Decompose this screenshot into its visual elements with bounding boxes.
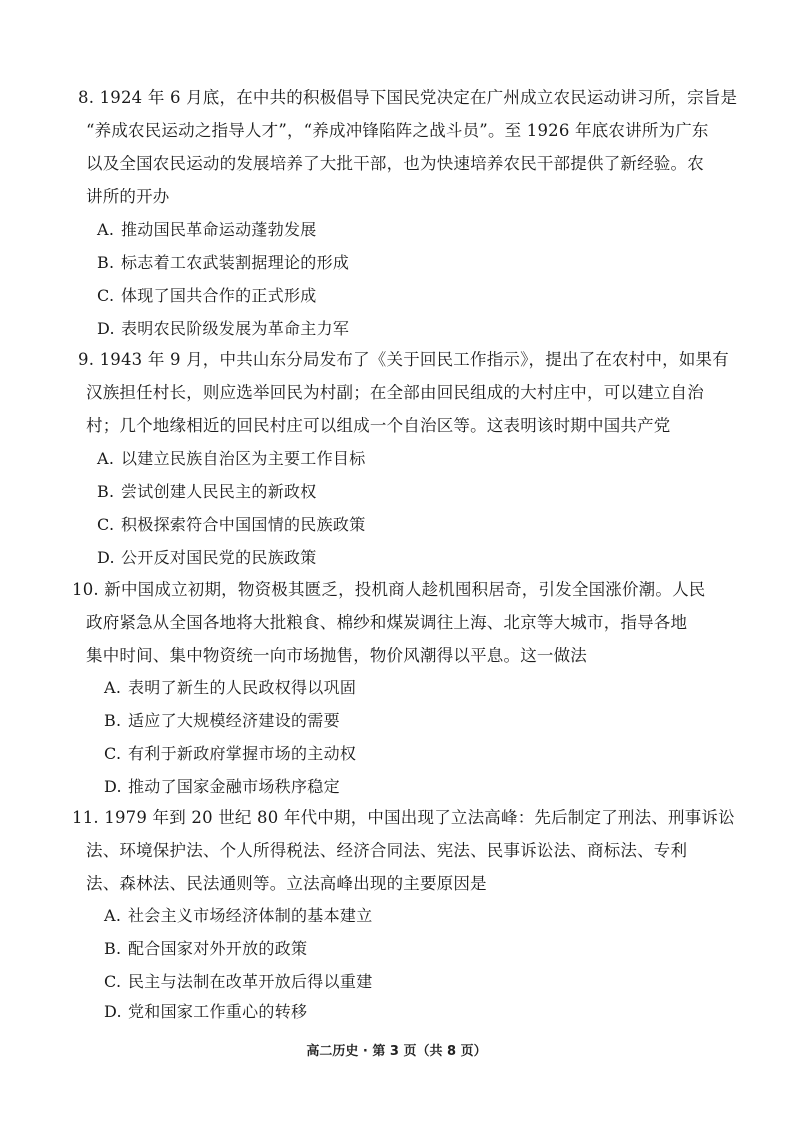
question-9-option-a (97, 448, 366, 470)
option-text: 标志着工农武装割据理论的形成 (121, 253, 350, 272)
option-text: 积极探索符合中国国情的民族政策 (121, 515, 366, 534)
option-text: 配合国家对外开放的政策 (128, 939, 308, 958)
option-letter: D. (104, 777, 122, 796)
question-11-option-a (104, 905, 373, 927)
option-letter: B. (104, 711, 122, 730)
option-text: 社会主义市场经济体制的基本建立 (128, 906, 373, 925)
question-10-line-3: 集中时间、集中物资统一向市场抛售，物价风潮得以平息。这一做法 (86, 646, 587, 665)
option-letter: C. (104, 972, 122, 991)
option-letter: A. (104, 906, 122, 925)
option-letter: D. (97, 548, 115, 567)
option-text: 推动了国家金融市场秩序稳定 (128, 777, 340, 796)
question-9-option-b (97, 481, 317, 503)
option-letter: B. (104, 939, 122, 958)
question-9-line-1: 9. 1943 年 9 月，中共山东分局发布了《关于回民工作指示》，提出了在农村中，如果有 (78, 350, 729, 369)
question-8-option-c (97, 285, 317, 307)
question-8-line-4: 讲所的开办 (86, 187, 170, 206)
option-letter: B. (97, 482, 115, 501)
option-letter: C. (97, 286, 115, 305)
option-letter: A. (97, 449, 115, 468)
question-10-line-1: 10. 新中国成立初期，物资极其匮乏，投机商人趁机囤积居奇，引发全国涨价潮。人民 (72, 580, 706, 599)
option-letter: A. (97, 220, 115, 239)
option-text: 民主与法制在改革开放后得以重建 (128, 972, 373, 991)
option-text: 党和国家工作重心的转移 (128, 1002, 308, 1021)
option-text: 体现了国共合作的正式形成 (121, 286, 317, 305)
option-letter: D. (97, 319, 115, 338)
question-8-line-2: “养成农民运动之指导人才”，“养成冲锋陷阵之战斗员”。至 1926 年底农讲所为广东 (86, 121, 709, 140)
option-text: 公开反对国民党的民族政策 (121, 548, 317, 567)
question-10-option-b (104, 710, 340, 732)
question-9-line-2: 汉族担任村长，则应选举回民为村副；在全部由回民组成的大村庄中，可以建立自治 (86, 383, 704, 402)
question-11-option-b (104, 938, 307, 960)
question-8-option-d (97, 318, 349, 340)
option-text: 适应了大规模经济建设的需要 (128, 711, 340, 730)
question-10-option-c (104, 743, 356, 765)
question-11-line-1: 11. 1979 年到 20 世纪 80 年代中期，中国出现了立法高峰：先后制定了刑法、刑事诉讼 (72, 808, 735, 827)
option-letter: A. (104, 678, 122, 697)
question-11-option-d (104, 1001, 307, 1023)
option-letter: C. (97, 515, 115, 534)
page-footer: 高二历史 · 第 3 页（共 8 页） (306, 1044, 487, 1059)
option-text: 表明农民阶级发展为革命主力军 (121, 319, 350, 338)
question-8-option-a (97, 219, 317, 241)
option-text: 表明了新生的人民政权得以巩固 (128, 678, 357, 697)
option-text: 推动国民革命运动蓬勃发展 (121, 220, 317, 239)
question-11-line-2: 法、环境保护法、个人所得税法、经济合同法、宪法、民事诉讼法、商标法、专利 (86, 841, 688, 860)
question-8-line-3: 以及全国农民运动的发展培养了大批干部，也为快速培养农民干部提供了新经验。农 (86, 154, 704, 173)
option-text: 以建立民族自治区为主要工作目标 (121, 449, 366, 468)
question-9-option-d (97, 547, 317, 569)
question-9-option-c (97, 514, 366, 536)
question-10-line-2: 政府紧急从全国各地将大批粮食、棉纱和煤炭调往上海、北京等大城市，指导各地 (86, 613, 688, 632)
question-8-line-1: 8. 1924 年 6 月底，在中共的积极倡导下国民党决定在广州成立农民运动讲习所，宗旨是 (78, 88, 738, 107)
question-10-option-a (104, 677, 356, 699)
question-8-option-b (97, 252, 349, 274)
option-letter: D. (104, 1002, 122, 1021)
option-text: 有利于新政府掌握市场的主动权 (128, 744, 357, 763)
option-letter: B. (97, 253, 115, 272)
option-text: 尝试创建人民民主的新政权 (121, 482, 317, 501)
option-letter: C. (104, 744, 122, 763)
question-10-option-d (104, 776, 340, 798)
question-11-option-c (104, 971, 373, 993)
question-11-line-3: 法、森林法、民法通则等。立法高峰出现的主要原因是 (86, 874, 487, 893)
question-9-line-3: 村；几个地缘相近的回民村庄可以组成一个自治区等。这表明该时期中国共产党 (86, 416, 671, 435)
